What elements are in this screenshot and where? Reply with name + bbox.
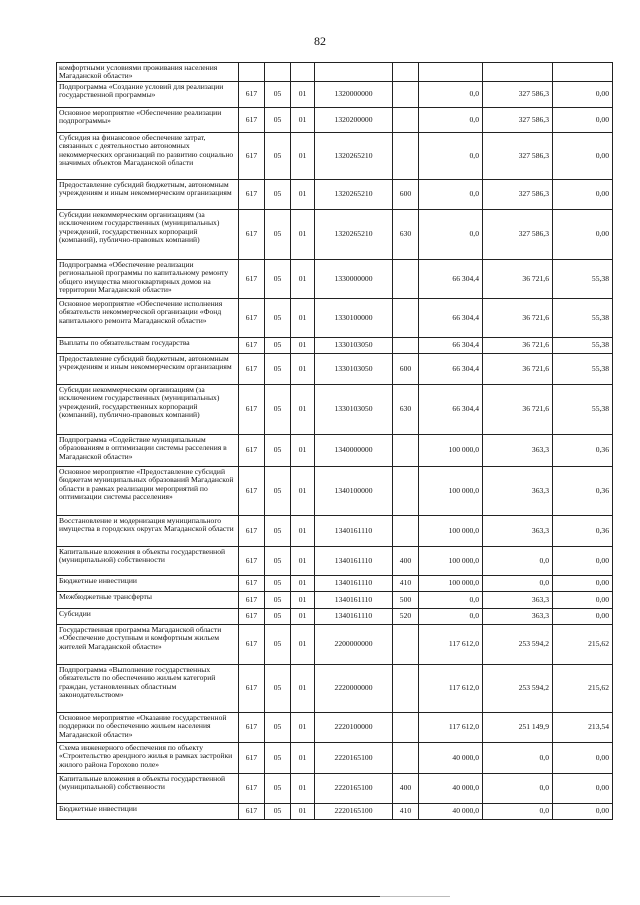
table-row <box>57 664 613 712</box>
planned-amount-cell: 66 304,4 <box>419 337 483 353</box>
ministry-code-cell: 617 <box>239 298 265 337</box>
execution-percent-cell: 0,00 <box>553 591 613 608</box>
ministry-code-cell: 617 <box>239 107 265 132</box>
row-name-cell: Предоставление субсидий бюджетным, автономным учреждениям и иным некоммерческим организациям <box>57 353 239 384</box>
execution-percent-cell: 0,00 <box>553 179 613 209</box>
row-name-cell: Основное мероприятие «Обеспечение исполнения обязательств некоммерческой организации «Фонд капитального ремонта Магаданской области» <box>57 298 239 337</box>
table-row <box>57 773 613 803</box>
section-code-cell: 05 <box>265 591 291 608</box>
executed-amount-cell <box>483 63 553 82</box>
subsection-code-cell: 01 <box>291 298 315 337</box>
executed-amount-cell: 327 586,3 <box>483 107 553 132</box>
executed-amount-cell: 327 586,3 <box>483 179 553 209</box>
row-name-cell: Бюджетные инвестиции <box>57 803 239 819</box>
executed-amount-cell: 363,3 <box>483 466 553 515</box>
executed-amount-cell: 327 586,3 <box>483 81 553 107</box>
ministry-code-cell: 617 <box>239 209 265 259</box>
section-code-cell: 05 <box>265 712 291 742</box>
section-code-cell: 05 <box>265 608 291 624</box>
section-code-cell: 05 <box>265 773 291 803</box>
execution-percent-cell <box>553 63 613 82</box>
table-row <box>57 608 613 624</box>
planned-amount-cell: 117 612,0 <box>419 664 483 712</box>
expense-type-cell <box>393 712 419 742</box>
subsection-code-cell: 01 <box>291 384 315 434</box>
section-code-cell: 05 <box>265 337 291 353</box>
target-article-cell: 2220165100 <box>315 773 393 803</box>
executed-amount-cell: 0,0 <box>483 742 553 773</box>
expense-type-cell <box>393 624 419 664</box>
target-article-cell: 1340161110 <box>315 546 393 575</box>
executed-amount-cell: 0,0 <box>483 575 553 591</box>
subsection-code-cell <box>291 63 315 82</box>
row-name-cell: Капитальные вложения в объекты государственной (муниципальной) собственности <box>57 773 239 803</box>
target-article-cell: 1330103050 <box>315 353 393 384</box>
subsection-code-cell: 01 <box>291 515 315 546</box>
expense-type-cell <box>393 434 419 466</box>
budget-table <box>56 62 613 820</box>
planned-amount-cell: 66 304,4 <box>419 259 483 298</box>
row-name-cell: Субсидии <box>57 608 239 624</box>
subsection-code-cell: 01 <box>291 608 315 624</box>
section-code-cell: 05 <box>265 466 291 515</box>
row-name-cell: Субсидии некоммерческим организациям (за исключением государственных (муниципальных) учреждений, государственных корпораций (компаний), публично-правовых компаний) <box>57 384 239 434</box>
section-code-cell: 05 <box>265 742 291 773</box>
table-row <box>57 259 613 298</box>
row-name-cell: Подпрограмма «Обеспечение реализации региональной программы по капитальному ремонту общего имущества многоквартирных домов на территории Магаданской области» <box>57 259 239 298</box>
planned-amount-cell: 100 000,0 <box>419 515 483 546</box>
table-row <box>57 712 613 742</box>
section-code-cell: 05 <box>265 803 291 819</box>
subsection-code-cell: 01 <box>291 132 315 179</box>
execution-percent-cell: 0,00 <box>553 742 613 773</box>
expense-type-cell <box>393 515 419 546</box>
section-code-cell: 05 <box>265 575 291 591</box>
budget-table-body <box>57 63 613 820</box>
planned-amount-cell: 117 612,0 <box>419 624 483 664</box>
table-row <box>57 353 613 384</box>
executed-amount-cell: 363,3 <box>483 608 553 624</box>
subsection-code-cell: 01 <box>291 259 315 298</box>
row-name-cell: Выплаты по обязательствам государства <box>57 337 239 353</box>
executed-amount-cell: 0,0 <box>483 803 553 819</box>
row-name-cell: Субсидии некоммерческим организациям (за исключением государственных (муниципальных) учреждений, государственных корпораций (компаний), публично-правовых компаний) <box>57 209 239 259</box>
row-name-cell: Предоставление субсидий бюджетным, автономным учреждениям и иным некоммерческим организациям <box>57 179 239 209</box>
ministry-code-cell: 617 <box>239 337 265 353</box>
executed-amount-cell: 251 149,9 <box>483 712 553 742</box>
expense-type-cell <box>393 107 419 132</box>
section-code-cell: 05 <box>265 81 291 107</box>
expense-type-cell: 400 <box>393 773 419 803</box>
target-article-cell: 2220165100 <box>315 803 393 819</box>
ministry-code-cell: 617 <box>239 179 265 209</box>
planned-amount-cell: 100 000,0 <box>419 546 483 575</box>
subsection-code-cell: 01 <box>291 337 315 353</box>
table-row <box>57 63 613 82</box>
executed-amount-cell: 363,3 <box>483 515 553 546</box>
ministry-code-cell: 617 <box>239 259 265 298</box>
execution-percent-cell: 0,36 <box>553 434 613 466</box>
executed-amount-cell: 253 594,2 <box>483 624 553 664</box>
target-article-cell: 1330000000 <box>315 259 393 298</box>
table-row <box>57 132 613 179</box>
planned-amount-cell: 40 000,0 <box>419 742 483 773</box>
ministry-code-cell: 617 <box>239 81 265 107</box>
ministry-code-cell: 617 <box>239 803 265 819</box>
subsection-code-cell: 01 <box>291 179 315 209</box>
ministry-code-cell: 617 <box>239 608 265 624</box>
execution-percent-cell: 55,38 <box>553 298 613 337</box>
subsection-code-cell: 01 <box>291 81 315 107</box>
ministry-code-cell <box>239 63 265 82</box>
execution-percent-cell: 215,62 <box>553 664 613 712</box>
table-row <box>57 591 613 608</box>
table-row <box>57 575 613 591</box>
table-row <box>57 434 613 466</box>
ministry-code-cell: 617 <box>239 773 265 803</box>
expense-type-cell <box>393 466 419 515</box>
section-code-cell: 05 <box>265 515 291 546</box>
section-code-cell: 05 <box>265 353 291 384</box>
expense-type-cell: 630 <box>393 384 419 434</box>
planned-amount-cell: 100 000,0 <box>419 466 483 515</box>
executed-amount-cell: 0,0 <box>483 773 553 803</box>
table-row <box>57 298 613 337</box>
row-name-cell: Подпрограмма «Содействие муниципальным образованиям в оптимизации системы расселения в Магаданской области» <box>57 434 239 466</box>
subsection-code-cell: 01 <box>291 546 315 575</box>
planned-amount-cell: 100 000,0 <box>419 575 483 591</box>
executed-amount-cell: 36 721,6 <box>483 337 553 353</box>
row-name-cell: Основное мероприятие «Оказание государственной поддержки по обеспечению жильем населения Магаданской области» <box>57 712 239 742</box>
ministry-code-cell: 617 <box>239 434 265 466</box>
planned-amount-cell: 117 612,0 <box>419 712 483 742</box>
executed-amount-cell: 36 721,6 <box>483 384 553 434</box>
table-row <box>57 107 613 132</box>
target-article-cell <box>315 63 393 82</box>
planned-amount-cell: 0,0 <box>419 591 483 608</box>
row-name-cell: Основное мероприятие «Предоставление субсидий бюджетам муниципальных образований Магаданской области в рамках реализации мероприятий по оптимизации системы расселения» <box>57 466 239 515</box>
subsection-code-cell: 01 <box>291 209 315 259</box>
row-name-cell: Бюджетные инвестиции <box>57 575 239 591</box>
ministry-code-cell: 617 <box>239 591 265 608</box>
section-code-cell: 05 <box>265 259 291 298</box>
execution-percent-cell: 0,00 <box>553 107 613 132</box>
executed-amount-cell: 327 586,3 <box>483 132 553 179</box>
section-code-cell: 05 <box>265 546 291 575</box>
row-name-cell: Восстановление и модернизация муниципального имущества в городских округах Магаданской области <box>57 515 239 546</box>
expense-type-cell <box>393 742 419 773</box>
execution-percent-cell: 55,38 <box>553 337 613 353</box>
target-article-cell: 2220100000 <box>315 712 393 742</box>
row-name-cell: Межбюджетные трансферты <box>57 591 239 608</box>
ministry-code-cell: 617 <box>239 515 265 546</box>
page-number: 82 <box>314 34 326 48</box>
row-name-cell: Схема инженерного обеспечения по объекту «Строительство арендного жилья в рамках застройки жилого района Горохово поле» <box>57 742 239 773</box>
expense-type-cell: 410 <box>393 575 419 591</box>
ministry-code-cell: 617 <box>239 575 265 591</box>
executed-amount-cell: 36 721,6 <box>483 353 553 384</box>
planned-amount-cell <box>419 63 483 82</box>
executed-amount-cell: 327 586,3 <box>483 209 553 259</box>
execution-percent-cell: 0,00 <box>553 209 613 259</box>
row-name-cell: Капитальные вложения в объекты государственной (муниципальной) собственности <box>57 546 239 575</box>
row-name-cell: Подпрограмма «Создание условий для реализации государственной программы» <box>57 81 239 107</box>
row-name-cell: Основное мероприятие «Обеспечение реализации подпрограммы» <box>57 107 239 132</box>
section-code-cell: 05 <box>265 107 291 132</box>
bottom-rule <box>0 896 380 897</box>
subsection-code-cell: 01 <box>291 107 315 132</box>
executed-amount-cell: 36 721,6 <box>483 298 553 337</box>
ministry-code-cell: 617 <box>239 742 265 773</box>
ministry-code-cell: 617 <box>239 624 265 664</box>
execution-percent-cell: 213,54 <box>553 712 613 742</box>
execution-percent-cell: 0,00 <box>553 773 613 803</box>
planned-amount-cell: 66 304,4 <box>419 353 483 384</box>
section-code-cell: 05 <box>265 132 291 179</box>
expense-type-cell <box>393 337 419 353</box>
expense-type-cell: 630 <box>393 209 419 259</box>
table-row <box>57 81 613 107</box>
target-article-cell: 1320265210 <box>315 132 393 179</box>
subsection-code-cell: 01 <box>291 353 315 384</box>
target-article-cell: 1340161110 <box>315 515 393 546</box>
row-name-cell: Государственная программа Магаданской области «Обеспечение доступным и комфортным жильем жителей Магаданской области» <box>57 624 239 664</box>
table-row <box>57 742 613 773</box>
expense-type-cell: 600 <box>393 179 419 209</box>
table-row <box>57 803 613 819</box>
planned-amount-cell: 0,0 <box>419 81 483 107</box>
ministry-code-cell: 617 <box>239 466 265 515</box>
planned-amount-cell: 100 000,0 <box>419 434 483 466</box>
planned-amount-cell: 66 304,4 <box>419 298 483 337</box>
section-code-cell <box>265 63 291 82</box>
table-row <box>57 337 613 353</box>
subsection-code-cell: 01 <box>291 434 315 466</box>
execution-percent-cell: 0,00 <box>553 546 613 575</box>
section-code-cell: 05 <box>265 209 291 259</box>
execution-percent-cell: 55,38 <box>553 259 613 298</box>
expense-type-cell <box>393 132 419 179</box>
execution-percent-cell: 0,00 <box>553 132 613 179</box>
target-article-cell: 1320200000 <box>315 107 393 132</box>
target-article-cell: 1340161110 <box>315 591 393 608</box>
execution-percent-cell: 0,36 <box>553 515 613 546</box>
target-article-cell: 1320265210 <box>315 209 393 259</box>
target-article-cell: 1340000000 <box>315 434 393 466</box>
planned-amount-cell: 66 304,4 <box>419 384 483 434</box>
row-name-cell: Подпрограмма «Выполнение государственных обязательств по обеспечению жильем категорий граждан, установленных областным законодательством» <box>57 664 239 712</box>
execution-percent-cell: 55,38 <box>553 384 613 434</box>
subsection-code-cell: 01 <box>291 742 315 773</box>
target-article-cell: 1320265210 <box>315 179 393 209</box>
target-article-cell: 1340161110 <box>315 575 393 591</box>
target-article-cell: 1340100000 <box>315 466 393 515</box>
expense-type-cell: 520 <box>393 608 419 624</box>
planned-amount-cell: 0,0 <box>419 209 483 259</box>
planned-amount-cell: 0,0 <box>419 132 483 179</box>
section-code-cell: 05 <box>265 624 291 664</box>
expense-type-cell: 500 <box>393 591 419 608</box>
ministry-code-cell: 617 <box>239 546 265 575</box>
section-code-cell: 05 <box>265 664 291 712</box>
expense-type-cell <box>393 664 419 712</box>
expense-type-cell: 600 <box>393 353 419 384</box>
expense-type-cell <box>393 298 419 337</box>
execution-percent-cell: 0,36 <box>553 466 613 515</box>
ministry-code-cell: 617 <box>239 384 265 434</box>
expense-type-cell <box>393 81 419 107</box>
expense-type-cell <box>393 259 419 298</box>
execution-percent-cell: 0,00 <box>553 575 613 591</box>
ministry-code-cell: 617 <box>239 712 265 742</box>
table-row <box>57 209 613 259</box>
section-code-cell: 05 <box>265 179 291 209</box>
table-row <box>57 546 613 575</box>
target-article-cell: 2200000000 <box>315 624 393 664</box>
subsection-code-cell: 01 <box>291 712 315 742</box>
table-row <box>57 466 613 515</box>
subsection-code-cell: 01 <box>291 773 315 803</box>
bottom-rule-faint <box>380 896 450 897</box>
target-article-cell: 2220165100 <box>315 742 393 773</box>
ministry-code-cell: 617 <box>239 353 265 384</box>
table-row <box>57 179 613 209</box>
subsection-code-cell: 01 <box>291 803 315 819</box>
subsection-code-cell: 01 <box>291 466 315 515</box>
section-code-cell: 05 <box>265 298 291 337</box>
expense-type-cell: 410 <box>393 803 419 819</box>
execution-percent-cell: 55,38 <box>553 353 613 384</box>
execution-percent-cell: 215,62 <box>553 624 613 664</box>
expense-type-cell <box>393 63 419 82</box>
planned-amount-cell: 0,0 <box>419 608 483 624</box>
row-name-cell: комфортными условиями проживания населения Магаданской области» <box>57 63 239 82</box>
target-article-cell: 1330103050 <box>315 337 393 353</box>
table-row <box>57 384 613 434</box>
subsection-code-cell: 01 <box>291 624 315 664</box>
ministry-code-cell: 617 <box>239 664 265 712</box>
planned-amount-cell: 40 000,0 <box>419 803 483 819</box>
planned-amount-cell: 0,0 <box>419 179 483 209</box>
row-name-cell: Субсидия на финансовое обеспечение затрат, связанных с деятельностью автономных некоммерческих организаций по развитию социально значимых объектов Магаданской области <box>57 132 239 179</box>
section-code-cell: 05 <box>265 384 291 434</box>
ministry-code-cell: 617 <box>239 132 265 179</box>
executed-amount-cell: 363,3 <box>483 434 553 466</box>
subsection-code-cell: 01 <box>291 591 315 608</box>
executed-amount-cell: 363,3 <box>483 591 553 608</box>
section-code-cell: 05 <box>265 434 291 466</box>
execution-percent-cell: 0,00 <box>553 608 613 624</box>
executed-amount-cell: 0,0 <box>483 546 553 575</box>
expense-type-cell: 400 <box>393 546 419 575</box>
target-article-cell: 2220000000 <box>315 664 393 712</box>
table-row <box>57 624 613 664</box>
executed-amount-cell: 253 594,2 <box>483 664 553 712</box>
executed-amount-cell: 36 721,6 <box>483 259 553 298</box>
execution-percent-cell: 0,00 <box>553 81 613 107</box>
execution-percent-cell: 0,00 <box>553 803 613 819</box>
target-article-cell: 1340161110 <box>315 608 393 624</box>
subsection-code-cell: 01 <box>291 575 315 591</box>
subsection-code-cell: 01 <box>291 664 315 712</box>
target-article-cell: 1320000000 <box>315 81 393 107</box>
table-row <box>57 515 613 546</box>
planned-amount-cell: 0,0 <box>419 107 483 132</box>
planned-amount-cell: 40 000,0 <box>419 773 483 803</box>
target-article-cell: 1330100000 <box>315 298 393 337</box>
target-article-cell: 1330103050 <box>315 384 393 434</box>
